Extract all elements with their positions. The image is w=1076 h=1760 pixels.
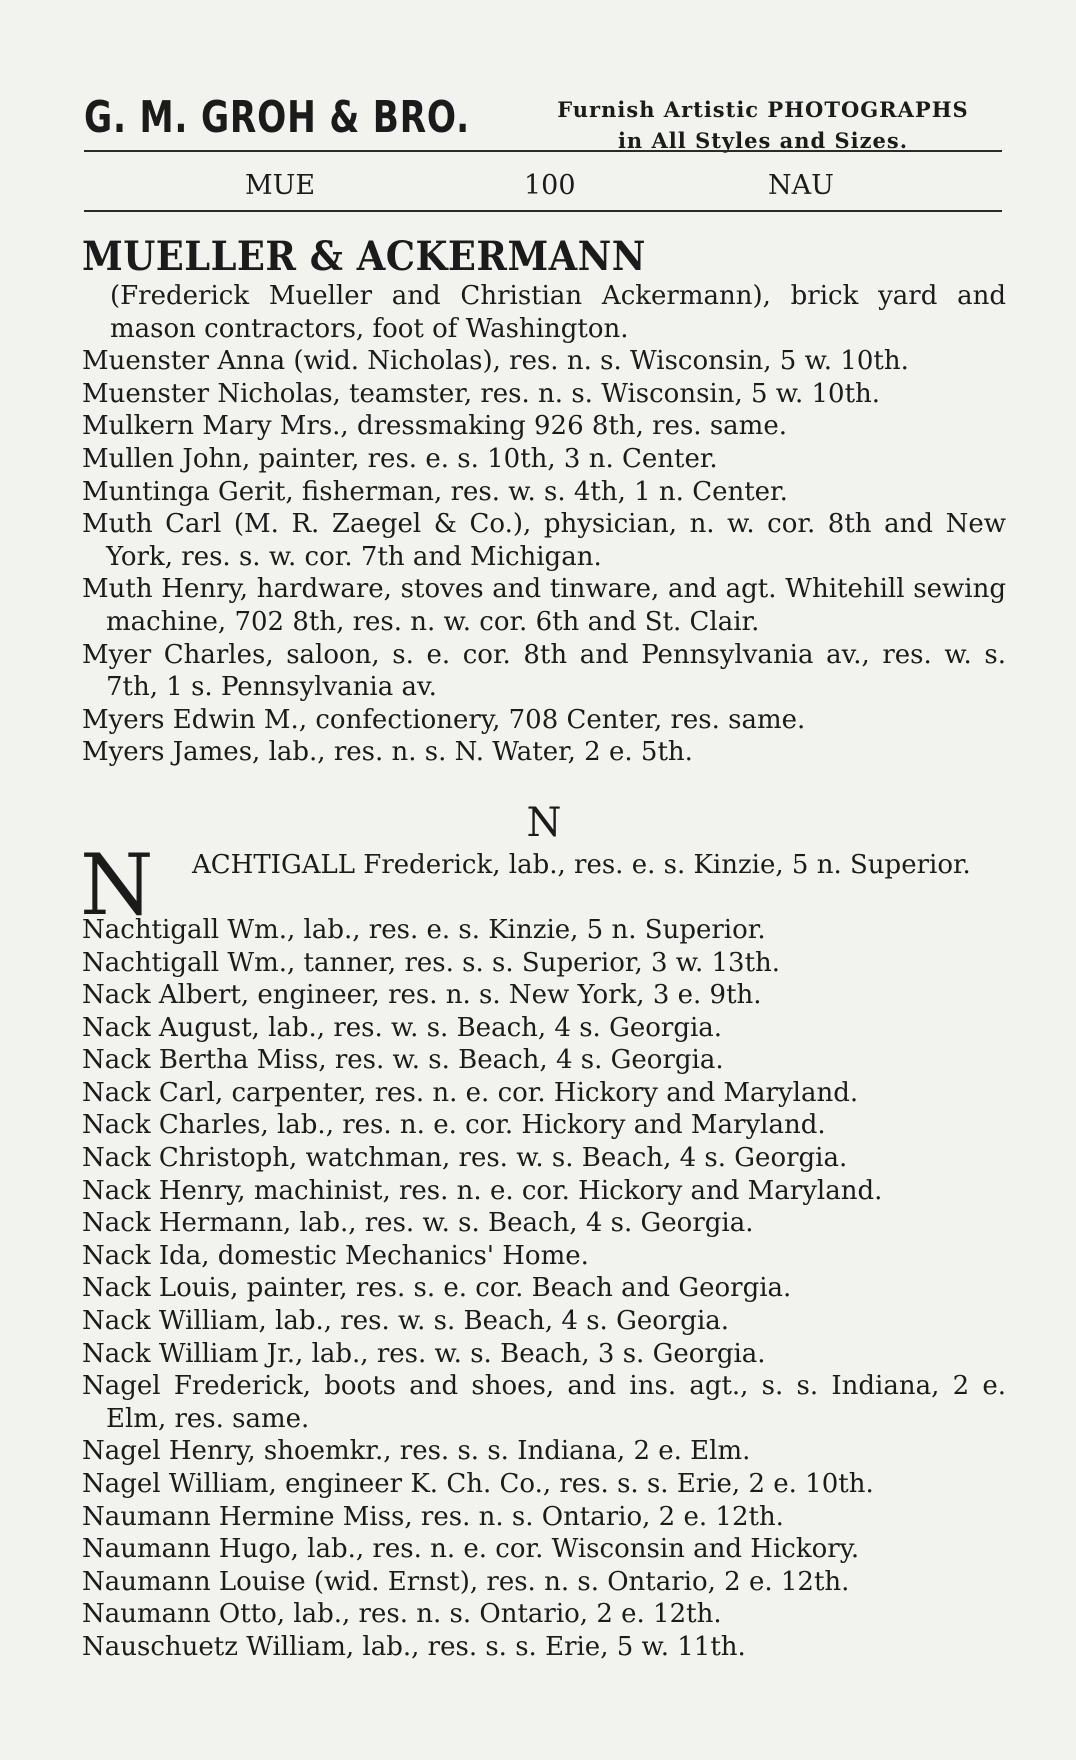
list-item: Nagel Henry, shoemkr., res. s. s. Indiana, 2 e. Elm. (82, 1436, 751, 1467)
running-head-right: NAU (768, 170, 834, 201)
entries-n (82, 914, 1006, 1664)
list-item: Naumann Hermine Miss, res. n. s. Ontario, 2 e. 12th. (82, 1501, 784, 1532)
list-item: Mulkern Mary Mrs., dressmaking 926 8th, res. same. (82, 411, 787, 442)
list-item: Nack Bertha Miss, res. w. s. Beach, 4 s. Georgia. (82, 1045, 724, 1076)
list-item: Nack August, lab., res. w. s. Beach, 4 s. Georgia. (82, 1012, 723, 1043)
list-item: Muntinga Gerit, fisherman, res. w. s. 4th, 1 n. Center. (82, 476, 788, 507)
list-item: Naumann Hugo, lab., res. n. e. cor. Wisconsin and Hickory. (82, 1534, 860, 1565)
list-item: Nauschuetz William, lab., res. s. s. Erie, 5 w. 11th. (82, 1631, 746, 1662)
ad-line-1: Furnish Artistic PHOTOGRAPHS (557, 97, 969, 122)
list-item: Nagel Frederick, boots and shoes, and ins. agt., s. s. Indiana, 2 e. Elm, res. same. (82, 1371, 1006, 1434)
list-item: Mullen John, painter, res. e. s. 10th, 3 n. Center. (82, 443, 718, 474)
list-item: Nack Louis, painter, res. s. e. cor. Beach and Georgia. (82, 1273, 792, 1304)
advertisement-header (84, 86, 1002, 156)
header-rule (84, 150, 1002, 152)
directory-listing (82, 234, 1006, 1664)
advertisement-text (524, 94, 1002, 156)
list-item: Nachtigall Wm., tanner, res. s. s. Superior, 3 w. 13th. (82, 947, 781, 978)
list-item: Naumann Louise (wid. Ernst), res. n. s. Ontario, 2 e. 12th. (82, 1566, 850, 1597)
list-item: Nack William Jr., lab., res. w. s. Beach, 3 s. Georgia. (82, 1338, 766, 1369)
list-item: Nack Albert, engineer, res. n. s. New York, 3 e. 9th. (82, 980, 762, 1011)
ad-line-2: in All Styles and Sizes. (617, 128, 909, 153)
firm-name: G. M. GROH & BRO. (84, 92, 470, 143)
entries-m (82, 345, 1006, 769)
list-item: Nack Charles, lab., res. n. e. cor. Hickory and Maryland. (82, 1110, 826, 1141)
firm-heading: MUELLER & ACKERMANN (82, 233, 646, 280)
list-item: Nack William, lab., res. w. s. Beach, 4 s. Georgia. (82, 1306, 730, 1337)
section-letter: N (526, 799, 562, 846)
list-item: Naumann Otto, lab., res. n. s. Ontario, 2 e. 12th. (82, 1599, 722, 1630)
list-item: Muth Carl (M. R. Zaegel & Co.), physician, n. w. cor. 8th and New York, res. s. w. cor. 7th and Michigan. (82, 509, 1006, 572)
list-item: Muth Henry, hardware, stoves and tinware, and agt. Whitehill sewing machine, 702 8th, res. n. w. cor. 6th and St. Clair. (82, 574, 1006, 637)
list-item: Nack Hermann, lab., res. w. s. Beach, 4 s. Georgia. (82, 1208, 754, 1239)
firm-heading-detail: (Frederick Mueller and Christian Ackermann), brick yard and mason contractors, foot of Washington. (110, 281, 1006, 344)
running-head-left: MUE (245, 170, 316, 201)
list-item: Myers Edwin M., confectionery, 708 Center, res. same. (82, 704, 806, 735)
page-number: 100 (524, 170, 576, 201)
list-item: Muenster Nicholas, teamster, res. n. s. Wisconsin, 5 w. 10th. (82, 378, 881, 409)
list-item: Myers James, lab., res. n. s. N. Water, 2 e. 5th. (82, 737, 693, 768)
list-item: Nachtigall Wm., lab., res. e. s. Kinzie, 5 n. Superior. (82, 914, 766, 945)
list-item: Nack Christoph, watchman, res. w. s. Beach, 4 s. Georgia. (82, 1143, 848, 1174)
running-head-rule (84, 210, 1002, 212)
list-item: Nack Carl, carpenter, res. n. e. cor. Hickory and Maryland. (82, 1077, 859, 1108)
list-item: Nagel William, engineer K. Ch. Co., res. s. s. Erie, 2 e. 10th. (82, 1469, 874, 1499)
list-item: Nack Henry, machinist, res. n. e. cor. Hickory and Maryland. (82, 1175, 883, 1206)
list-item: Myer Charles, saloon, s. e. cor. 8th and Pennsylvania av., res. w. s. 7th, 1 s. Pennsylvania av. (82, 639, 1006, 703)
list-item: Nack Ida, domestic Mechanics' Home. (82, 1240, 589, 1271)
drop-cap: N (80, 835, 154, 934)
first-n-entry-text: ACHTIGALL Frederick, lab., res. e. s. Kinzie, 5 n. Superior. (192, 849, 971, 880)
running-head (84, 170, 1002, 204)
list-item: Muenster Anna (wid. Nicholas), res. n. s. Wisconsin, 5 w. 10th. (82, 346, 909, 377)
